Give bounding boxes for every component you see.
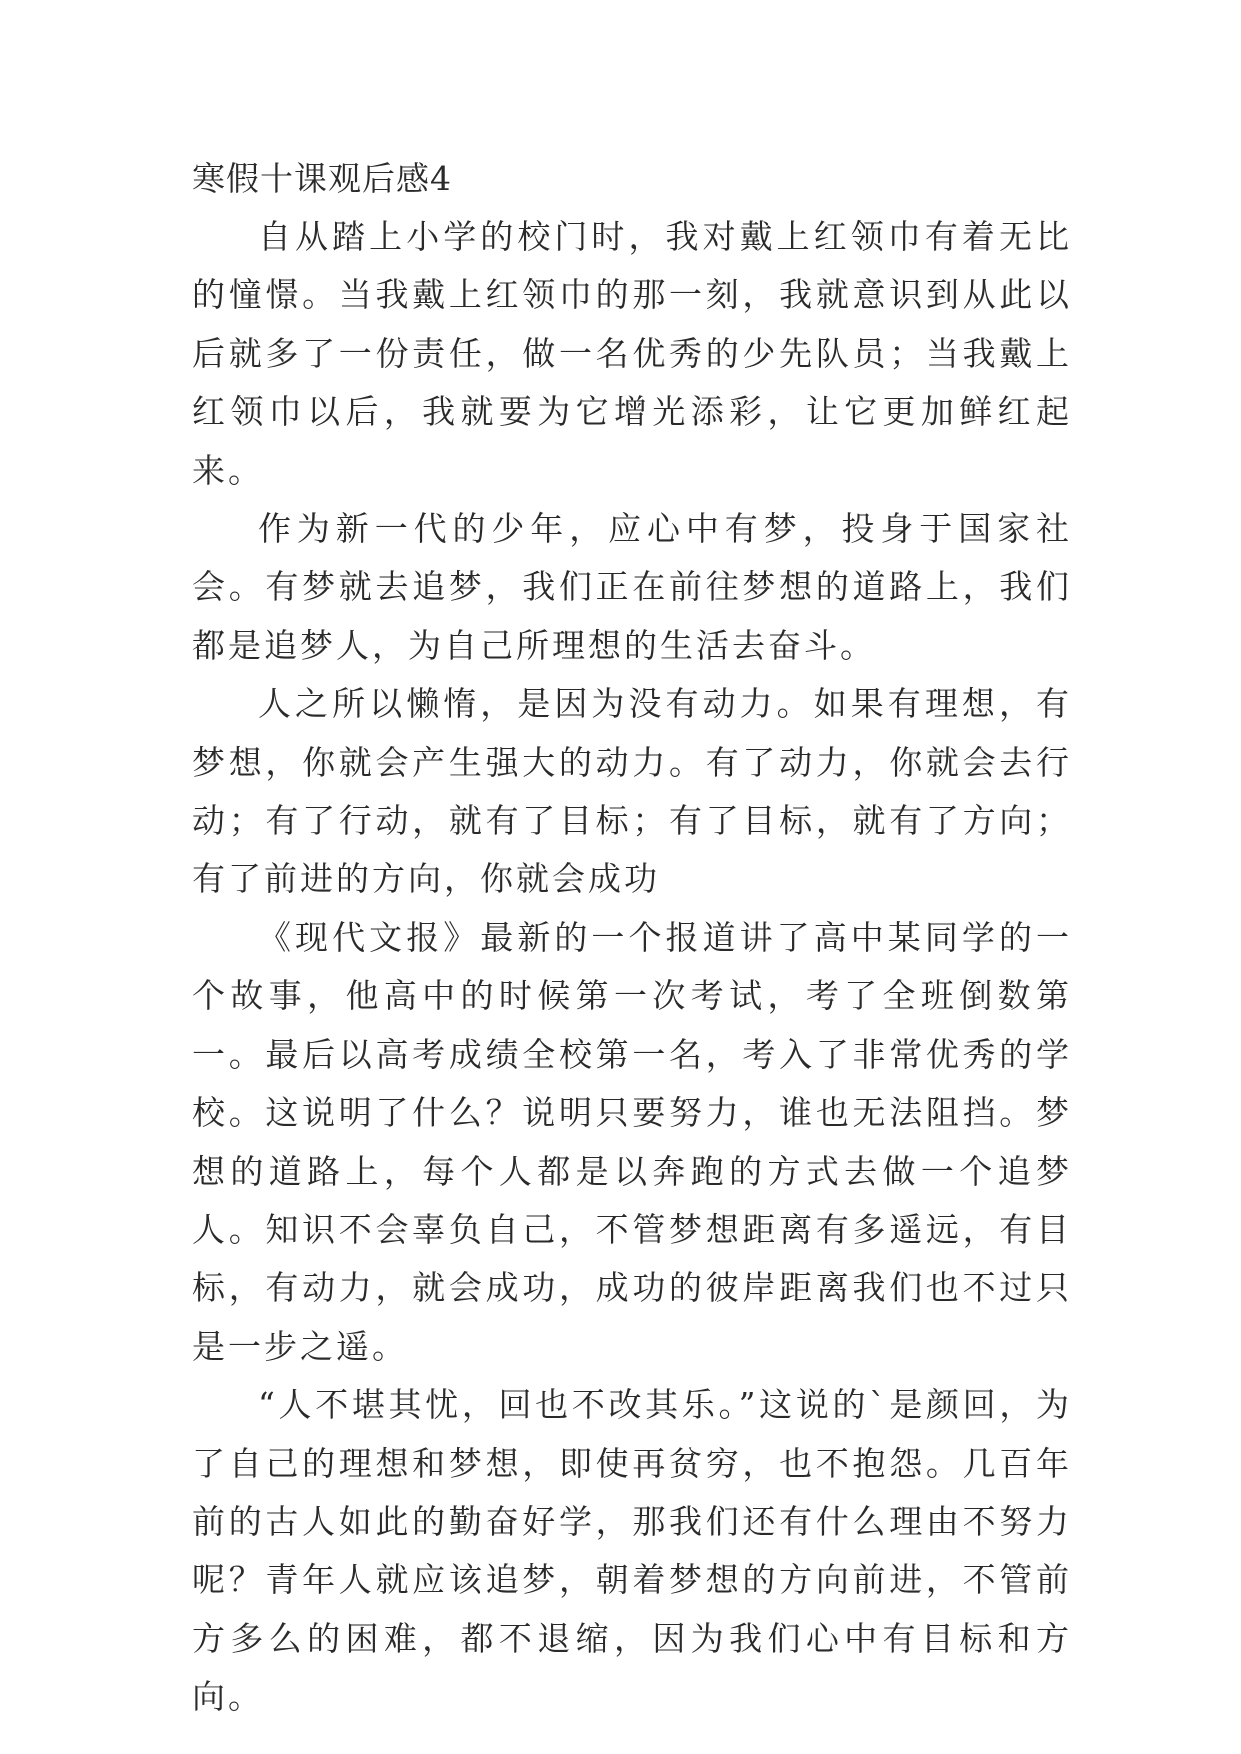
- paragraph: 作为新一代的少年，应心中有梦，投身于国家社会。有梦就去追梦，我们正在前往梦想的道路上，我们都是追梦人，为自己所理想的生活去奋斗。: [192, 509, 1072, 665]
- paragraph: 自从踏上小学的校门时，我对戴上红领巾有着无比的憧憬。当我戴上红领巾的那一刻，我就意识到从此以后就多了一份责任，做一名优秀的少先队员；当我戴上红领巾以后，我就要为它增光添彩，让它更加鲜红起来。: [192, 217, 1072, 490]
- paragraph: “人不堪其忧，回也不改其乐。”这说的`是颜回，为了自己的理想和梦想，即使再贫穷，也不抱怨。几百年前的古人如此的勤奋好学，那我们还有什么理由不努力呢？青年人就应该追梦，朝着梦想的方向前进，不管前方多么的困难，都不退缩，因为我们心中有目标和方向。: [192, 1385, 1072, 1717]
- document-title: 寒假十课观后感4: [192, 159, 452, 198]
- paragraph: 《现代文报》最新的一个报道讲了高中某同学的一个故事，他高中的时候第一次考试，考了全班倒数第一。最后以高考成绩全校第一名，考入了非常优秀的学校。这说明了什么？说明只要努力，谁也无法阻挡。梦想的道路上，每个人都是以奔跑的方式去做一个追梦人。知识不会辜负自己，不管梦想距离有多遥远，有目标，有动力，就会成功，成功的彼岸距离我们也不过只是一步之遥。: [192, 917, 1072, 1366]
- paragraph: 人之所以懒惰，是因为没有动力。如果有理想，有梦想，你就会产生强大的动力。有了动力，你就会去行动；有了行动，就有了目标；有了目标，就有了方向；有了前进的方向，你就会成功: [192, 684, 1072, 899]
- document-body: [192, 150, 1072, 1727]
